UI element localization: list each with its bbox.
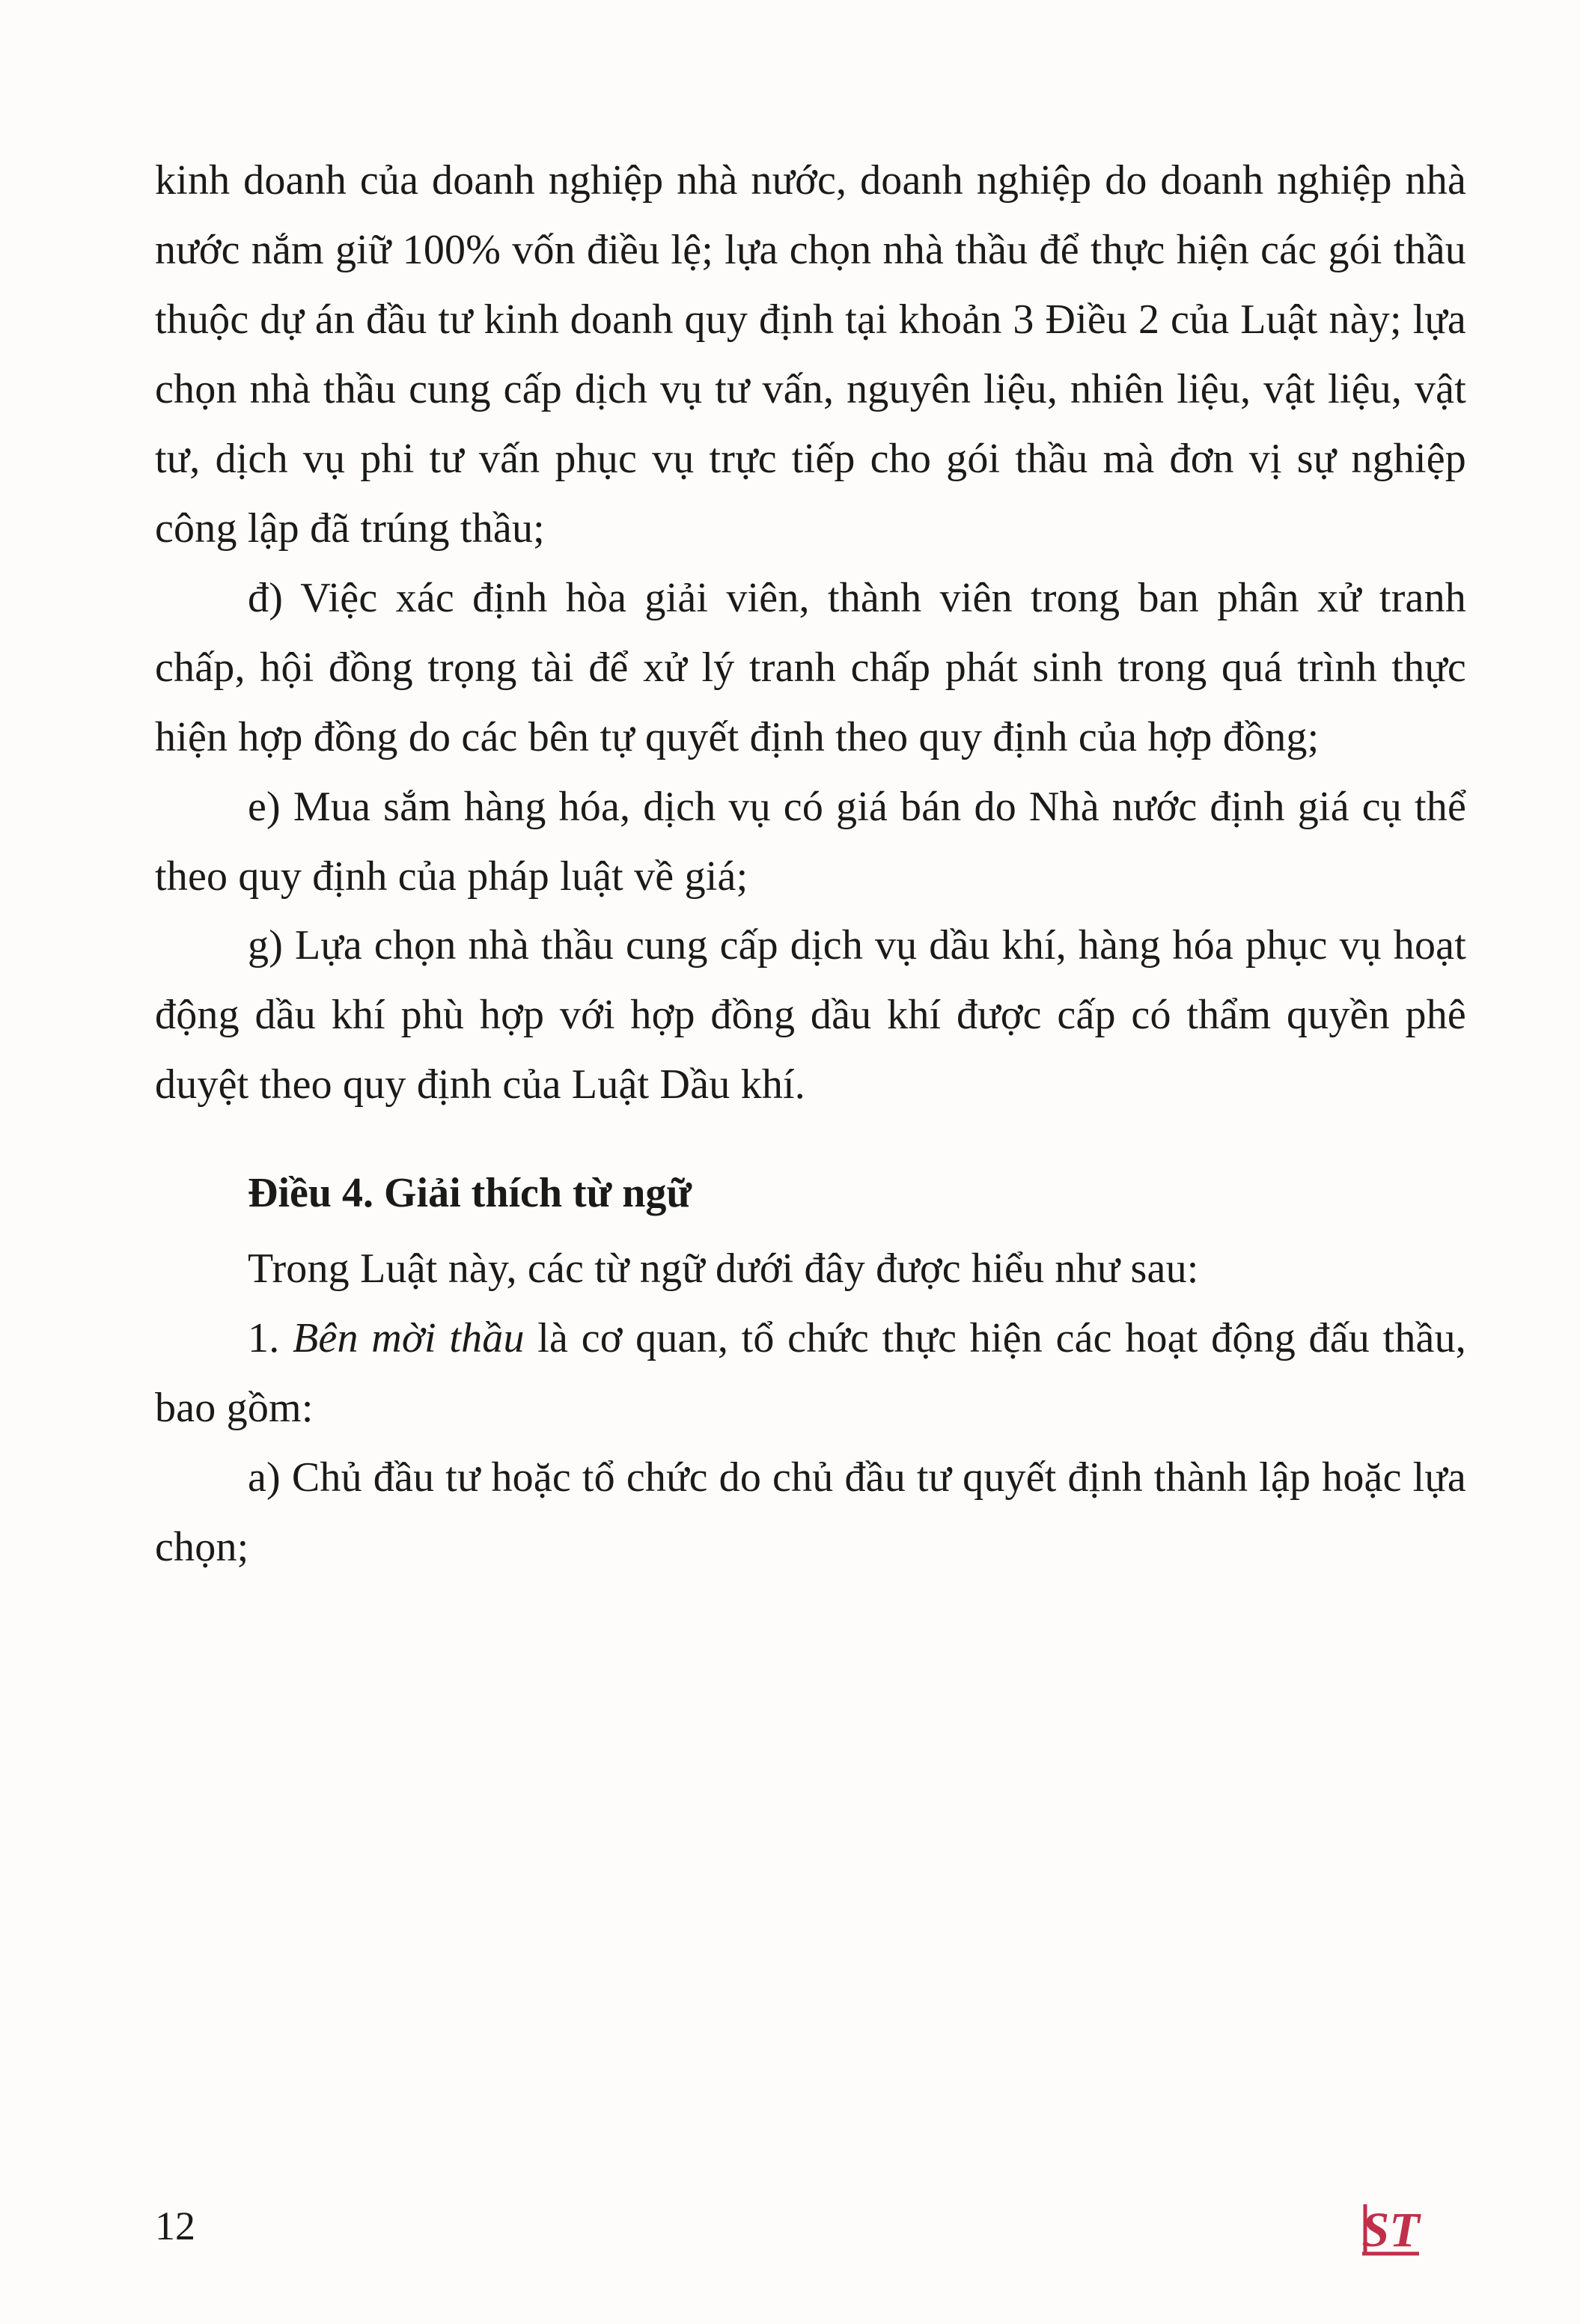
svg-text:ST: ST xyxy=(1361,2203,1420,2257)
paragraph-continued: kinh doanh của doanh nghiệp nhà nước, doanh nghiệp do doanh nghiệp nhà nước nắm giữ 100% vốn điều lệ; lựa chọn nhà thầu để thực hiện các gói thầu thuộc dự án đầu tư kinh doanh quy định tại khoản 3 Điều 2 của Luật này; lựa chọn nhà thầu cung cấp dịch vụ tư vấn, nguyên liệu, nhiên liệu, vật liệu, vật tư, dịch vụ phi tư vấn phục vụ trực tiếp cho gói thầu mà đơn vị sự nghiệp công lập đã trúng thầu; xyxy=(155,157,1466,552)
paragraph-point-e: e) Mua sắm hàng hóa, dịch vụ có giá bán do Nhà nước định giá cụ thể theo quy định của pháp luật về giá; xyxy=(155,783,1466,900)
clause-1-rest: là cơ quan, tổ chức thực hiện các hoạt động đấu thầu, bao gồm: xyxy=(155,1315,1466,1432)
paragraph-point-g: g) Lựa chọn nhà thầu cung cấp dịch vụ dầu khí, hàng hóa phục vụ hoạt động dầu khí phù hợp với hợp đồng dầu khí được cấp có thẩm quyền phê duyệt theo quy định của Luật Dầu khí. xyxy=(155,922,1466,1108)
paragraph-point-d: đ) Việc xác định hòa giải viên, thành viên trong ban phân xử tranh chấp, hội đồng trọng tài để xử lý tranh chấp phát sinh trong quá trình thực hiện hợp đồng do các bên tự quyết định theo quy định của hợp đồng; xyxy=(155,574,1466,760)
clause-1 xyxy=(155,1304,1466,1443)
article-heading: Điều 4. Giải thích từ ngữ xyxy=(248,1170,692,1217)
page-number: 12 xyxy=(155,2203,195,2248)
article-intro: Trong Luật này, các từ ngữ dưới đây được hiểu như sau: xyxy=(248,1245,1199,1293)
st-publisher-logo xyxy=(1355,2194,1427,2266)
clause-1-point-a: a) Chủ đầu tư hoặc tổ chức do chủ đầu tư quyết định thành lập hoặc lựa chọn; xyxy=(155,1454,1466,1571)
page-content xyxy=(155,146,1466,1582)
clause-1-term: Bên mời thầu xyxy=(293,1315,525,1362)
clause-1-number: 1. xyxy=(248,1315,293,1362)
